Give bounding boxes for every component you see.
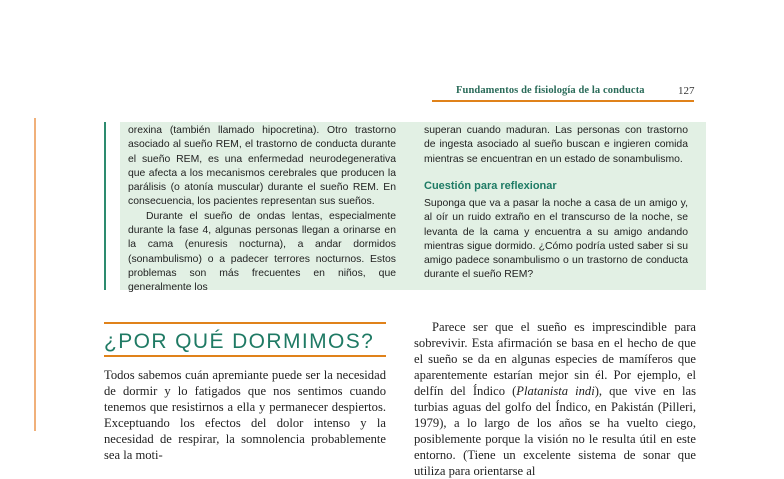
question-text: Suponga que va a pasar la noche a casa de un amigo y, al oír un ruido extraño en el transcurso de la noche, se levanta de la cama y encuentra a su amigo andando mientras sigue dormido. ¿Cómo podría usted saber si su amigo padece sonambulismo o un trastorno de conducta durante el sueño REM? [424, 198, 688, 281]
box-left-paragraph-1: orexina (también llamado hipocretina). Otro trastorno asociado al sueño REM, el trastorno de conducta durante el sueño REM, es una enfermedad neurodegenerativa que afecta a los mecanismos cerebrales que producen la parálisis (o atonía muscular) durante el sueño REM. En consecuencia, los pacientes representan sus sueños. [128, 125, 396, 208]
question-heading: Cuestión para reflexionar [424, 180, 557, 192]
section-rule-top [104, 322, 386, 324]
body-right-paragraph [414, 319, 696, 479]
summary-box-accent [104, 122, 106, 290]
box-right-column [424, 124, 688, 167]
section-title: ¿POR QUÉ DORMIMOS? [104, 330, 375, 353]
body-left-paragraph: Todos sabemos cuán apremiante puede ser la necesidad de dormir y lo fatigados que nos sentimos cuando tenemos que resistirnos a ella y permanecer despiertos. Exceptuando los efectos del dolor intenso y la necesidad de respirar, la somnolencia probablemente sea la moti- [104, 368, 386, 462]
box-left-paragraph-2: Durante el sueño de ondas lentas, especialmente durante la fase 4, algunas personas llegan a orinarse en la cama (enuresis nocturna), a andar dormidos (sonambulismo) o a padecer terrores nocturnos. Estos problemas son más frecuentes en niños, que generalmente los [128, 210, 396, 294]
question-column [424, 197, 688, 283]
body-right-column [414, 319, 696, 479]
body-right-text-a: Parece ser que el sueño es imprescindible para sobrevivir. Esta afirmación se basa en el hecho de que el sueño se da en algunas especies de mamíferos que aparentemente estarían mejor sin él. Por ejemplo, el delfín del Índico ( [414, 320, 696, 398]
section-rule-bottom [104, 355, 386, 357]
species-name: Platanista indi [516, 384, 595, 398]
running-title: Fundamentos de fisiología de la conducta [456, 85, 645, 96]
body-right-text-b: ), que vive en las turbias aguas del golfo del Índico, en Pakistán (Pilleri, 1979), a lo largo de los años se ha vuelto ciego, posiblemente porque la visión no le resulta útil en este entorno. (Tiene un excelente sistema de sonar que utiliza para orientarse al [414, 384, 696, 478]
header-divider [432, 100, 694, 102]
body-left-column [104, 367, 386, 463]
margin-mark [34, 118, 36, 431]
page-number: 127 [678, 85, 695, 97]
box-right-paragraph-1: superan cuando maduran. Las personas con trastorno de ingesta asociado al sueño buscan e ingieren comida mientras se encuentran en un estado de sonambulismo. [424, 125, 688, 165]
box-left-column [128, 124, 396, 296]
